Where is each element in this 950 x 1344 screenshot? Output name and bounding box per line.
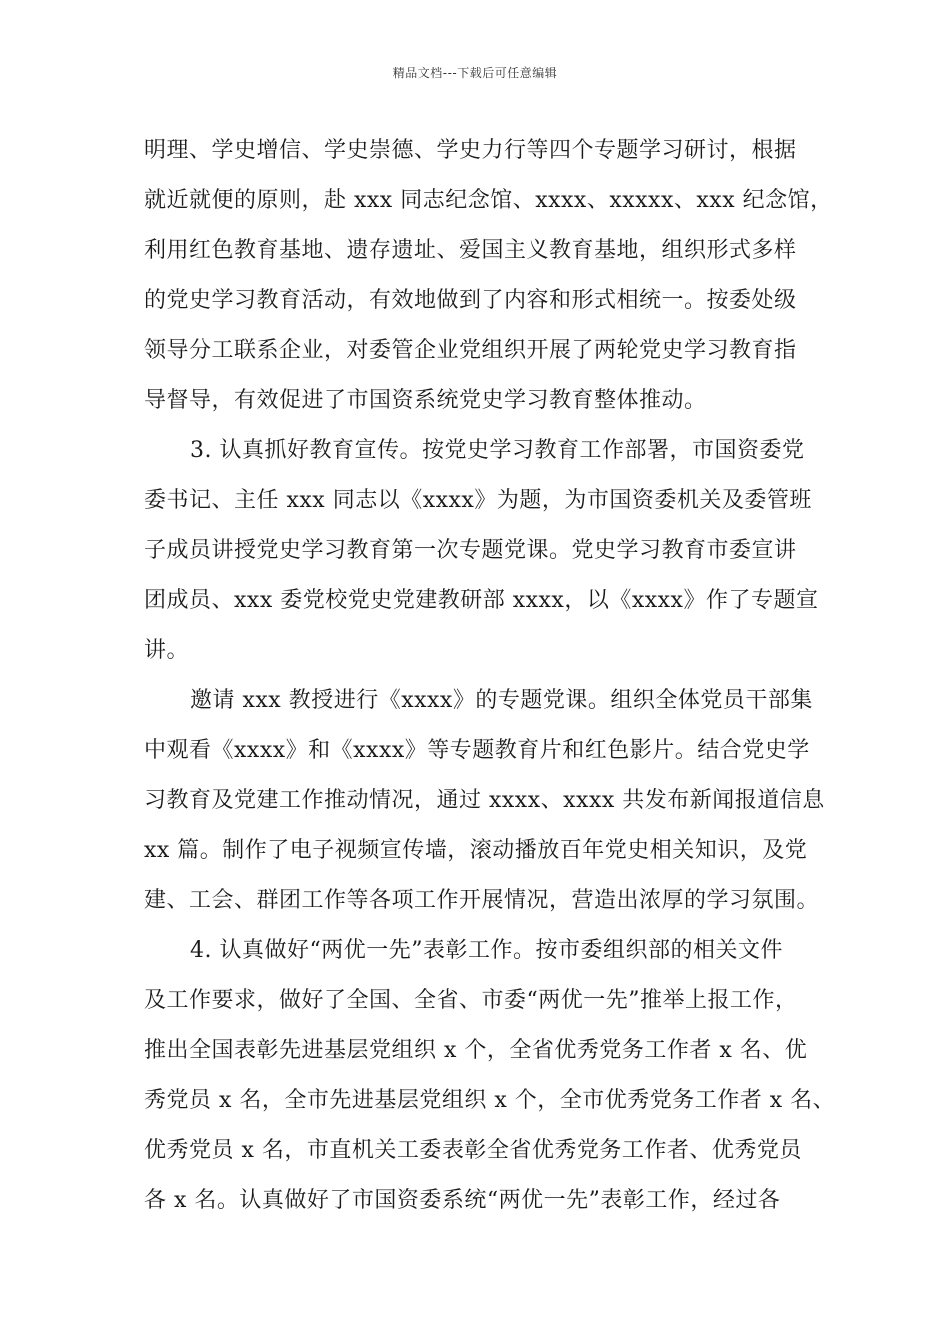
document-body xyxy=(144,131,836,1231)
text-line: 利用红色教育基地、遗存遗址、爱国主义教育基地，组织形式多样 xyxy=(144,238,797,263)
paragraph-first-line: 邀请 xxx 教授进行《xxxx》的专题党课。组织全体党员干部集 xyxy=(190,688,813,713)
text-line: xx 篇。制作了电子视频宣传墙，滚动播放百年党史相关知识，及党 xyxy=(144,838,808,863)
text-line: 各 x 名。认真做好了市国资委系统“两优一先”表彰工作，经过各 xyxy=(144,1188,781,1213)
text-line: 明理、学史增信、学史崇德、学史力行等四个专题学习研讨，根据 xyxy=(144,138,797,163)
text-line: 委书记、主任 xxx 同志以《xxxx》为题，为市国资委机关及委管班 xyxy=(144,488,812,513)
text-line: 子成员讲授党史学习教育第一次专题党课。党史学习教育市委宣讲 xyxy=(144,538,797,563)
text-line: 讲。 xyxy=(144,638,190,663)
text-line: 习教育及党建工作推动情况，通过 xxxx、xxxx 共发布新闻报道信息 xyxy=(144,788,825,813)
text-line: 秀党员 x 名，全市先进基层党组织 x 个，全市优秀党务工作者 x 名、 xyxy=(144,1088,836,1113)
page-header: 精品文档---下载后可任意编辑 xyxy=(392,66,558,80)
text-line: 的党史学习教育活动，有效地做到了内容和形式相统一。按委处级 xyxy=(144,288,797,313)
paragraph-first-line: 3. 认真抓好教育宣传。按党史学习教育工作部署，市国资委党 xyxy=(190,438,805,463)
text-line: 推出全国表彰先进基层党组织 x 个，全省优秀党务工作者 x 名、优 xyxy=(144,1038,808,1063)
text-line: 导督导，有效促进了市国资系统党史学习教育整体推动。 xyxy=(144,388,707,413)
text-line: 中观看《xxxx》和《xxxx》等专题教育片和红色影片。结合党史学 xyxy=(144,738,810,763)
text-line: 优秀党员 x 名，市直机关工委表彰全省优秀党务工作者、优秀党员 xyxy=(144,1138,802,1163)
text-line: 就近就便的原则，赴 xxx 同志纪念馆、xxxx、xxxxx、xxx 纪念馆， xyxy=(144,188,833,213)
paragraph-first-line: 4. 认真做好“两优一先”表彰工作。按市委组织部的相关文件 xyxy=(190,938,783,963)
text-line: 建、工会、群团工作等各项工作开展情况，营造出浓厚的学习氛围。 xyxy=(144,888,820,913)
text-line: 及工作要求，做好了全国、全省、市委“两优一先”推举上报工作， xyxy=(144,988,798,1013)
text-line: 团成员、xxx 委党校党史党建教研部 xxxx，以《xxxx》作了专题宣 xyxy=(144,588,819,613)
text-line: 领导分工联系企业，对委管企业党组织开展了两轮党史学习教育指 xyxy=(144,338,797,363)
